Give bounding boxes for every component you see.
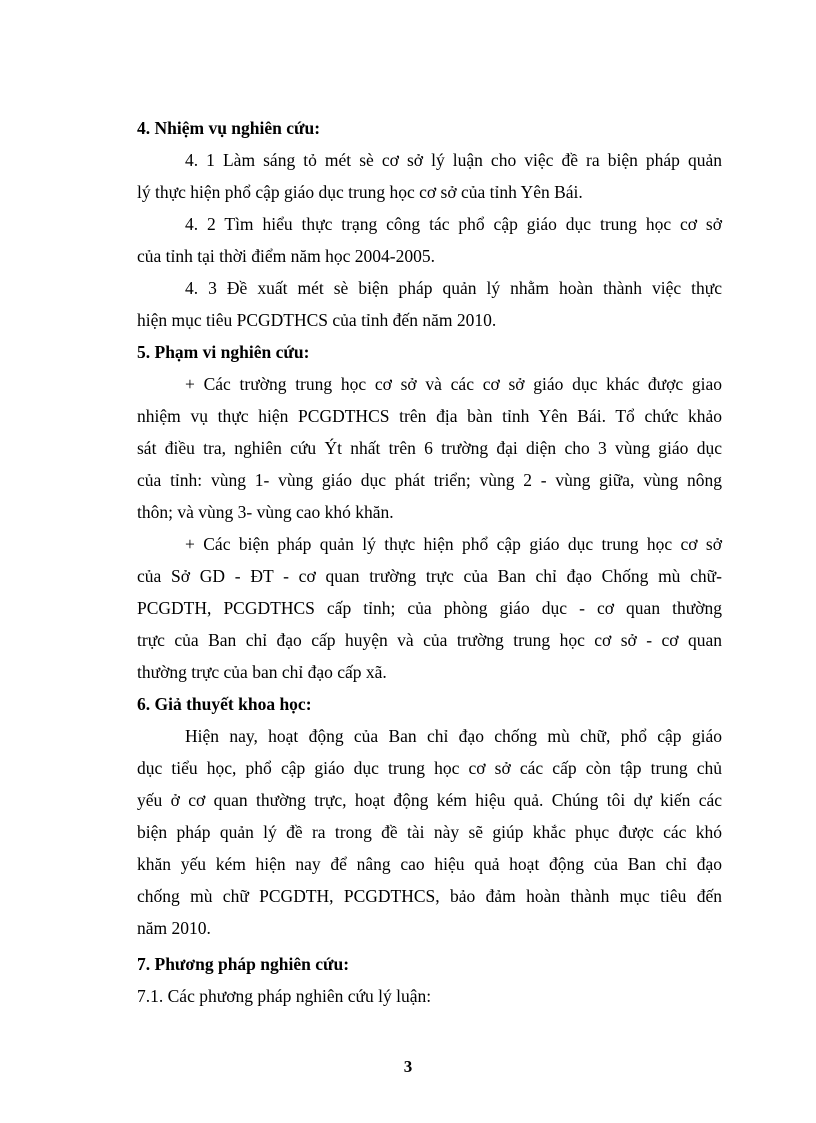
text-line: PCGDTH, PCGDTHCS cấp tỉnh; của phòng giáo dục - cơ quan thường: [137, 598, 722, 618]
text-line: 7.1. Các phương pháp nghiên cứu lý luận:: [137, 986, 432, 1006]
text-line: 4. 3 Đề xuất mét sè biện pháp quản lý nhằm hoàn thành việc thực: [185, 278, 722, 298]
text-line: lý thực hiện phổ cập giáo dục trung học cơ sở của tỉnh Yên Bái.: [137, 182, 583, 202]
text-line: trực của Ban chỉ đạo cấp huyện và của trường trung học cơ sở - cơ quan: [137, 630, 722, 650]
text-line: của tỉnh: vùng 1- vùng giáo dục phát triển; vùng 2 - vùng giữa, vùng nông: [137, 470, 722, 490]
text-line: sát điều tra, nghiên cứu Ýt nhất trên 6 trường đại diện cho 3 vùng giáo dục: [137, 438, 722, 458]
text-line: thường trực của ban chỉ đạo cấp xã.: [137, 662, 387, 682]
text-line: Hiện nay, hoạt động của Ban chỉ đạo chống mù chữ, phổ cập giáo: [185, 726, 722, 746]
text-line: dục tiểu học, phổ cập giáo dục trung học cơ sở các cấp còn tập trung chủ: [137, 758, 722, 778]
text-line: của tỉnh tại thời điểm năm học 2004-2005.: [137, 246, 435, 266]
text-line: biện pháp quản lý đề ra trong đề tài này sẽ giúp khắc phục được các khó: [137, 822, 722, 842]
text-line: khăn yếu kém hiện nay để nâng cao hiệu quả hoạt động của Ban chỉ đạo: [137, 854, 722, 874]
text-line: hiện mục tiêu PCGDTHCS của tỉnh đến năm 2010.: [137, 310, 497, 330]
text-line: của Sở GD - ĐT - cơ quan trường trực của Ban chỉ đạo Chống mù chữ-: [137, 566, 722, 586]
text-line: thôn; và vùng 3- vùng cao khó khăn.: [137, 502, 394, 522]
text-line: chống mù chữ PCGDTH, PCGDTHCS, bảo đảm hoàn thành mục tiêu đến: [137, 886, 722, 906]
text-line: + Các biện pháp quản lý thực hiện phổ cập giáo dục trung học cơ sở: [185, 534, 722, 554]
heading-section-4: 4. Nhiệm vụ nghiên cứu:: [137, 118, 321, 138]
text-line: 4. 1 Làm sáng tỏ mét sè cơ sở lý luận cho việc đề ra biện pháp quản: [185, 150, 722, 170]
heading-section-6: 6. Giả thuyết khoa học:: [137, 694, 312, 714]
text-line: năm 2010.: [137, 918, 211, 938]
text-line: yếu ở cơ quan thường trực, hoạt động kém hiệu quả. Chúng tôi dự kiến các: [137, 790, 722, 810]
heading-section-7: 7. Phương pháp nghiên cứu:: [137, 954, 350, 974]
page-number: 3: [403, 1057, 413, 1076]
heading-section-5: 5. Phạm vi nghiên cứu:: [137, 342, 310, 362]
text-line: nhiệm vụ thực hiện PCGDTHCS trên địa bàn tỉnh Yên Bái. Tổ chức khảo: [137, 406, 722, 426]
text-line: + Các trường trung học cơ sở và các cơ sở giáo dục khác được giao: [185, 374, 722, 394]
text-line: 4. 2 Tìm hiểu thực trạng công tác phổ cập giáo dục trung học cơ sở: [185, 214, 722, 234]
